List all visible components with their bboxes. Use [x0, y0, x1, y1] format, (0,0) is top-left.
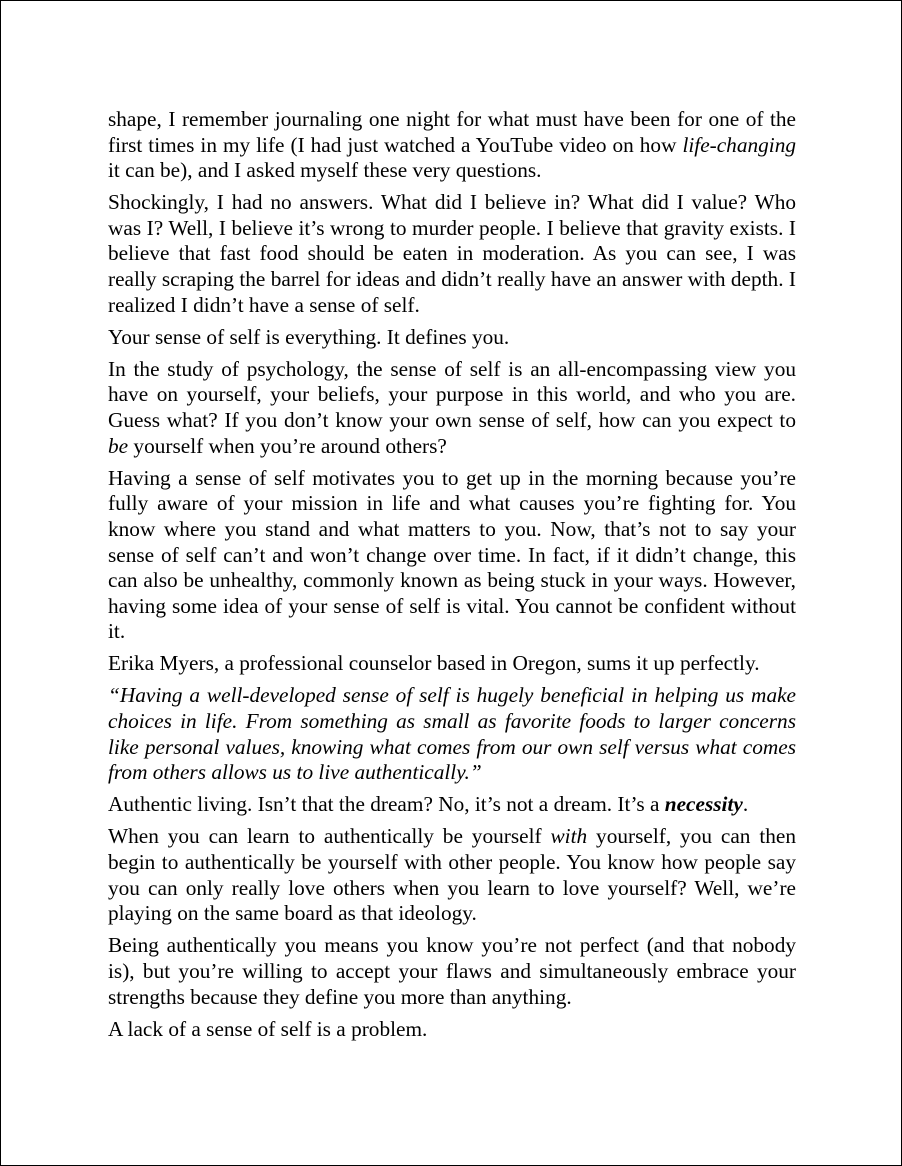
- paragraph: Erika Myers, a professional counselor based in Oregon, sums it up perfectly.: [108, 651, 760, 676]
- paragraph: Shockingly, I had no answers. What did I believe in? What did I value? Who was I? Well, I believe it’s wrong to murder people. I believe that gravity exists. I believe that fast food should be eaten in moderation. As you can see, I was really scraping the barrel for ideas and didn’t really have an answer with depth. I realized I didn’t have a sense of self.: [108, 190, 796, 317]
- paragraph: shape, I remember journaling one night for what must have been for one of the first times in my life (I had just watched a YouTube video on how life-changing it can be), and I asked myself these very questions.: [108, 107, 796, 183]
- body-text: [108, 107, 796, 1049]
- paragraph: Having a sense of self motivates you to get up in the morning because you’re fully aware of your mission in life and what causes you’re fighting for. You know where you stand and what matters to you. Now, that’s not to say your sense of self can’t and won’t change over time. In fact, if it didn’t change, this can also be unhealthy, commonly known as being stuck in your ways. However, having some idea of your sense of self is vital. You cannot be confident without it.: [108, 465, 796, 644]
- paragraph: Your sense of self is everything. It defines you.: [108, 324, 510, 349]
- block-quote: “Having a well-developed sense of self is hugely beneficial in helping us make choices in life. From something as small as favorite foods to larger concerns like personal values, knowing what comes from our own self versus what comes from others allows us to live authentically.”: [108, 683, 796, 785]
- emphasis-text: be: [108, 433, 129, 458]
- bold-italic-emphasis: necessity: [664, 792, 743, 817]
- paragraph: When you can learn to authentically be yourself with yourself, you can then begin to authentically be yourself with other people. You know how people say you can only really love others when you learn to love yourself? Well, we’re playing on the same board as that ideology.: [108, 824, 796, 926]
- paragraph: A lack of a sense of self is a problem.: [108, 1016, 428, 1041]
- paragraph: Authentic living. Isn’t that the dream? No, it’s not a dream. It’s a necessity.: [108, 792, 749, 817]
- paragraph: In the study of psychology, the sense of self is an all-encompassing view you have on yourself, your beliefs, your purpose in this world, and who you are. Guess what? If you don’t know your own sense of self, how can you expect to be yourself when you’re around others?: [108, 356, 796, 458]
- emphasis-text: with: [550, 824, 588, 849]
- paragraph: Being authentically you means you know you’re not perfect (and that nobody is), but you’re willing to accept your flaws and simultaneously embrace your strengths because they define you more than anything.: [108, 933, 796, 1009]
- emphasis-text: life-changing: [682, 132, 796, 157]
